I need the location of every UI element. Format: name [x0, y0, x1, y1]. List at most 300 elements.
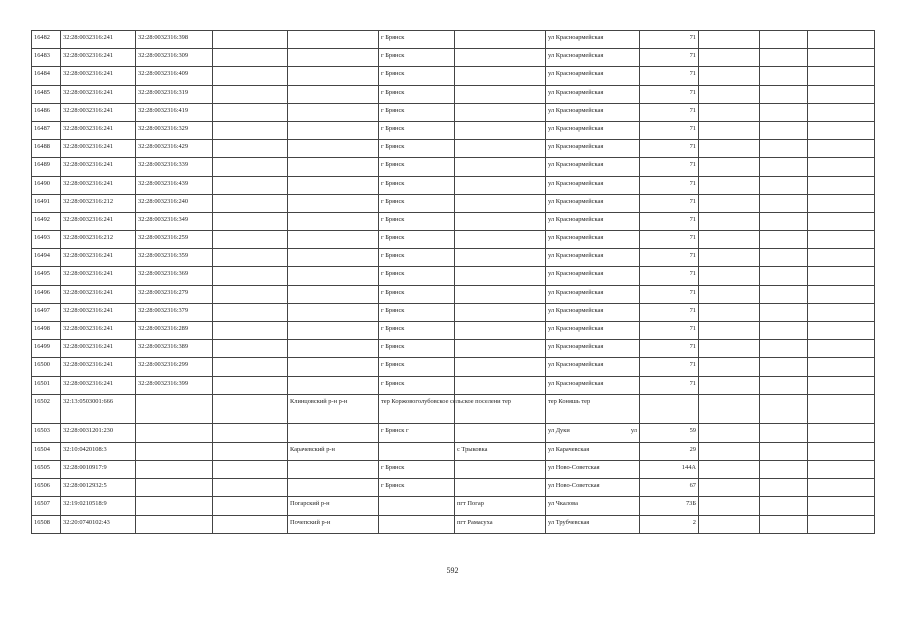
object-cadastral-number: 32:28:0032316:309	[136, 49, 213, 67]
empty-cell	[699, 231, 760, 249]
empty-cell	[699, 497, 760, 515]
empty-cell	[808, 176, 875, 194]
house-number-cell: 71	[640, 322, 699, 340]
empty-cell	[213, 140, 288, 158]
empty-cell	[699, 212, 760, 230]
house-number-cell: 67	[640, 479, 699, 497]
empty-cell	[760, 249, 808, 267]
row-number: 16503	[32, 423, 61, 442]
locality-cell	[455, 358, 546, 376]
district-cell	[288, 285, 379, 303]
empty-cell	[760, 85, 808, 103]
locality-cell	[455, 340, 546, 358]
locality-cell	[455, 49, 546, 67]
empty-cell	[213, 340, 288, 358]
parcel-cadastral-number: 32:28:0032316:241	[61, 67, 136, 85]
empty-cell	[760, 358, 808, 376]
house-number-cell: 71	[640, 231, 699, 249]
empty-cell	[699, 49, 760, 67]
settlement-cell: г Брянск	[379, 140, 455, 158]
empty-cell	[760, 376, 808, 394]
empty-cell	[760, 423, 808, 442]
locality-cell	[455, 194, 546, 212]
street-cell: ул Красноармейская	[546, 121, 640, 139]
object-cadastral-number: 32:28:0032316:319	[136, 85, 213, 103]
table-row	[32, 212, 875, 230]
street-cell: ул Ново-Советская	[546, 460, 640, 478]
empty-cell	[213, 231, 288, 249]
district-cell	[288, 340, 379, 358]
empty-cell	[760, 176, 808, 194]
locality-cell	[455, 460, 546, 478]
table-row	[32, 358, 875, 376]
row-number: 16492	[32, 212, 61, 230]
empty-cell	[808, 158, 875, 176]
empty-cell	[213, 515, 288, 533]
empty-cell	[808, 249, 875, 267]
empty-cell	[760, 322, 808, 340]
object-cadastral-number: 32:28:0032316:379	[136, 303, 213, 321]
object-cadastral-number	[136, 479, 213, 497]
parcel-cadastral-number: 32:13:0503001:666	[61, 394, 136, 423]
object-cadastral-number	[136, 460, 213, 478]
table-row	[32, 85, 875, 103]
district-cell: Погарский р-н	[288, 497, 379, 515]
empty-cell	[213, 442, 288, 460]
empty-cell	[760, 497, 808, 515]
empty-cell	[213, 322, 288, 340]
house-number-cell: 71	[640, 376, 699, 394]
parcel-cadastral-number: 32:28:0032316:241	[61, 49, 136, 67]
empty-cell	[760, 442, 808, 460]
district-cell: Карачевский р-н	[288, 442, 379, 460]
settlement-cell: г Брянск г	[379, 423, 455, 442]
page-number: 592	[446, 566, 459, 575]
row-number: 16499	[32, 340, 61, 358]
object-cadastral-number: 32:28:0032316:429	[136, 140, 213, 158]
empty-cell	[213, 479, 288, 497]
district-cell	[288, 267, 379, 285]
settlement-cell	[379, 515, 455, 533]
empty-cell	[699, 479, 760, 497]
empty-cell	[760, 303, 808, 321]
table-row	[32, 103, 875, 121]
district-cell	[288, 460, 379, 478]
parcel-cadastral-number: 32:28:0032316:241	[61, 358, 136, 376]
table-row	[32, 423, 875, 442]
settlement-cell: г Брянск	[379, 358, 455, 376]
house-number-cell: 71	[640, 121, 699, 139]
house-number-cell: 71	[640, 85, 699, 103]
object-cadastral-number: 32:28:0032316:398	[136, 31, 213, 49]
table-row	[32, 31, 875, 49]
empty-cell	[699, 460, 760, 478]
district-cell	[288, 231, 379, 249]
district-cell	[288, 376, 379, 394]
house-number-cell: 71	[640, 267, 699, 285]
settlement-cell: г Брянск	[379, 322, 455, 340]
object-cadastral-number: 32:28:0032316:369	[136, 267, 213, 285]
empty-cell	[808, 442, 875, 460]
empty-cell	[808, 376, 875, 394]
empty-cell	[808, 460, 875, 478]
row-number: 16507	[32, 497, 61, 515]
object-cadastral-number: 32:28:0032316:359	[136, 249, 213, 267]
locality-cell	[455, 249, 546, 267]
street-cell: ул Красноармейская	[546, 49, 640, 67]
table-row	[32, 231, 875, 249]
locality-cell	[455, 322, 546, 340]
district-cell	[288, 31, 379, 49]
table-row	[32, 267, 875, 285]
row-number: 16498	[32, 322, 61, 340]
object-cadastral-number: 32:28:0032316:259	[136, 231, 213, 249]
settlement-cell: г Брянск	[379, 67, 455, 85]
empty-cell	[808, 322, 875, 340]
house-number-cell: 71	[640, 249, 699, 267]
table-row	[32, 67, 875, 85]
locality-cell	[455, 479, 546, 497]
parcel-cadastral-number: 32:28:0032316:241	[61, 376, 136, 394]
empty-cell	[699, 103, 760, 121]
empty-cell	[213, 85, 288, 103]
register-table	[31, 30, 875, 534]
district-cell	[288, 103, 379, 121]
settlement-cell: г Брянск	[379, 176, 455, 194]
parcel-cadastral-number: 32:28:0032316:241	[61, 85, 136, 103]
object-cadastral-number: 32:28:0032316:339	[136, 158, 213, 176]
street-cell: ул Красноармейская	[546, 340, 640, 358]
empty-cell	[808, 140, 875, 158]
empty-cell	[699, 31, 760, 49]
parcel-cadastral-number: 32:10:0420108:3	[61, 442, 136, 460]
empty-cell	[760, 460, 808, 478]
empty-cell	[760, 479, 808, 497]
district-cell	[288, 140, 379, 158]
empty-cell	[760, 158, 808, 176]
table-row	[32, 121, 875, 139]
parcel-cadastral-number: 32:28:0032316:241	[61, 285, 136, 303]
parcel-cadastral-number: 32:28:0032316:212	[61, 231, 136, 249]
empty-cell	[808, 212, 875, 230]
object-cadastral-number: 32:28:0032316:289	[136, 322, 213, 340]
empty-cell	[808, 267, 875, 285]
row-number: 16502	[32, 394, 61, 423]
house-number-cell: 71	[640, 176, 699, 194]
parcel-cadastral-number: 32:28:0032316:241	[61, 322, 136, 340]
table-row	[32, 442, 875, 460]
street-cell: ул Красноармейская	[546, 103, 640, 121]
parcel-cadastral-number: 32:20:0740102:43	[61, 515, 136, 533]
parcel-cadastral-number: 32:28:0032316:241	[61, 249, 136, 267]
row-number: 16497	[32, 303, 61, 321]
street-cell: ул Красноармейская	[546, 322, 640, 340]
empty-cell	[808, 285, 875, 303]
parcel-cadastral-number: 32:28:0032316:241	[61, 31, 136, 49]
locality-cell	[455, 140, 546, 158]
street-cell: ул Красноармейская	[546, 176, 640, 194]
object-cadastral-number: 32:28:0032316:299	[136, 358, 213, 376]
row-number: 16504	[32, 442, 61, 460]
street-cell: ул Ново-Советская	[546, 479, 640, 497]
house-number-cell: 59	[640, 423, 699, 442]
house-number-cell: 71	[640, 49, 699, 67]
street-cell: ул Карачевская	[546, 442, 640, 460]
settlement-cell: г Брянск	[379, 249, 455, 267]
locality-cell: пгт Рамасуха	[455, 515, 546, 533]
settlement-cell: г Брянск	[379, 285, 455, 303]
empty-cell	[808, 479, 875, 497]
empty-cell	[699, 267, 760, 285]
district-cell	[288, 322, 379, 340]
empty-cell	[760, 231, 808, 249]
locality-cell: с Трыковка	[455, 442, 546, 460]
house-number-cell: 71	[640, 140, 699, 158]
district-cell	[288, 303, 379, 321]
settlement-cell: г Брянск	[379, 121, 455, 139]
table-row	[32, 303, 875, 321]
street-cell	[546, 423, 640, 442]
table-row	[32, 49, 875, 67]
empty-cell	[213, 249, 288, 267]
house-number-cell: 71	[640, 103, 699, 121]
house-number-cell: 71	[640, 358, 699, 376]
empty-cell	[808, 515, 875, 533]
empty-cell	[760, 194, 808, 212]
empty-cell	[213, 67, 288, 85]
parcel-cadastral-number: 32:28:0032316:241	[61, 340, 136, 358]
parcel-cadastral-number: 32:28:0031201:230	[61, 423, 136, 442]
street-cell: ул Красноармейская	[546, 212, 640, 230]
settlement-cell: г Брянск	[379, 212, 455, 230]
settlement-cell: г Брянск	[379, 479, 455, 497]
row-number: 16508	[32, 515, 61, 533]
empty-cell	[213, 158, 288, 176]
empty-cell	[699, 423, 760, 442]
house-number-cell: 71	[640, 340, 699, 358]
table-row	[32, 460, 875, 478]
table-row	[32, 158, 875, 176]
house-number-cell	[640, 394, 699, 423]
empty-cell	[808, 231, 875, 249]
district-cell	[288, 249, 379, 267]
settlement-cell: г Брянск	[379, 49, 455, 67]
empty-cell	[699, 140, 760, 158]
empty-cell	[213, 376, 288, 394]
settlement-cell: тер Коржовоголубовское сельское поселени тер	[379, 394, 455, 423]
object-cadastral-number: 32:28:0032316:389	[136, 340, 213, 358]
street-cell: ул Красноармейская	[546, 285, 640, 303]
empty-cell	[699, 85, 760, 103]
street-cell: ул Красноармейская	[546, 85, 640, 103]
empty-cell	[699, 194, 760, 212]
empty-cell	[699, 322, 760, 340]
empty-cell	[808, 103, 875, 121]
empty-cell	[808, 67, 875, 85]
settlement-cell: г Брянск	[379, 460, 455, 478]
object-cadastral-number	[136, 442, 213, 460]
empty-cell	[760, 140, 808, 158]
table-row	[32, 497, 875, 515]
district-cell	[288, 121, 379, 139]
street-cell: ул Красноармейская	[546, 376, 640, 394]
row-number: 16501	[32, 376, 61, 394]
street-cell: ул Красноармейская	[546, 358, 640, 376]
locality-cell	[455, 176, 546, 194]
parcel-cadastral-number: 32:28:0032316:241	[61, 212, 136, 230]
settlement-cell: г Брянск	[379, 103, 455, 121]
empty-cell	[699, 121, 760, 139]
object-cadastral-number	[136, 394, 213, 423]
empty-cell	[213, 267, 288, 285]
parcel-cadastral-number: 32:28:0032316:241	[61, 103, 136, 121]
street-cell: ул Красноармейская	[546, 31, 640, 49]
row-number: 16494	[32, 249, 61, 267]
parcel-cadastral-number: 32:28:0032316:241	[61, 176, 136, 194]
empty-cell	[808, 423, 875, 442]
empty-cell	[213, 103, 288, 121]
locality-cell	[455, 303, 546, 321]
empty-cell	[760, 212, 808, 230]
settlement-cell: г Брянск	[379, 158, 455, 176]
settlement-cell: г Брянск	[379, 376, 455, 394]
empty-cell	[808, 194, 875, 212]
locality-cell	[455, 31, 546, 49]
row-number: 16496	[32, 285, 61, 303]
empty-cell	[699, 176, 760, 194]
district-cell	[288, 176, 379, 194]
street-cell: ул Красноармейская	[546, 303, 640, 321]
street-cell: ул Красноармейская	[546, 231, 640, 249]
row-number: 16505	[32, 460, 61, 478]
row-number: 16495	[32, 267, 61, 285]
house-number-cell: 71	[640, 31, 699, 49]
object-cadastral-number: 32:28:0032316:329	[136, 121, 213, 139]
empty-cell	[213, 285, 288, 303]
locality-cell	[455, 423, 546, 442]
table-row	[32, 194, 875, 212]
district-cell	[288, 194, 379, 212]
street-type: ул	[630, 426, 637, 434]
object-cadastral-number	[136, 497, 213, 515]
row-number: 16506	[32, 479, 61, 497]
empty-cell	[808, 31, 875, 49]
house-number-cell: 29	[640, 442, 699, 460]
row-number: 16488	[32, 140, 61, 158]
district-cell	[288, 423, 379, 442]
empty-cell	[808, 121, 875, 139]
settlement-cell: г Брянск	[379, 231, 455, 249]
district-cell	[288, 358, 379, 376]
empty-cell	[760, 49, 808, 67]
empty-cell	[808, 358, 875, 376]
empty-cell	[808, 49, 875, 67]
object-cadastral-number: 32:28:0032316:439	[136, 176, 213, 194]
settlement-cell: г Брянск	[379, 85, 455, 103]
empty-cell	[213, 31, 288, 49]
empty-cell	[760, 285, 808, 303]
empty-cell	[760, 121, 808, 139]
settlement-cell	[379, 497, 455, 515]
district-cell	[288, 212, 379, 230]
settlement-cell	[379, 442, 455, 460]
row-number: 16484	[32, 67, 61, 85]
house-number-cell: 71	[640, 212, 699, 230]
empty-cell	[213, 194, 288, 212]
locality-cell	[455, 376, 546, 394]
street-cell: ул Красноармейская	[546, 194, 640, 212]
locality-cell	[455, 231, 546, 249]
object-cadastral-number: 32:28:0032316:279	[136, 285, 213, 303]
street-cell: ул Красноармейская	[546, 67, 640, 85]
object-cadastral-number: 32:28:0032316:240	[136, 194, 213, 212]
district-cell: Почепский р-н	[288, 515, 379, 533]
locality-cell	[455, 212, 546, 230]
empty-cell	[699, 515, 760, 533]
row-number: 16500	[32, 358, 61, 376]
street-cell: тер Коняшь тер	[546, 394, 640, 423]
table-row	[32, 176, 875, 194]
house-number-cell: 73Б	[640, 497, 699, 515]
locality-cell	[455, 285, 546, 303]
parcel-cadastral-number: 32:28:0032316:241	[61, 158, 136, 176]
district-cell	[288, 479, 379, 497]
house-number-cell: 71	[640, 158, 699, 176]
parcel-cadastral-number: 32:28:0032316:212	[61, 194, 136, 212]
table-row	[32, 322, 875, 340]
object-cadastral-number: 32:28:0032316:409	[136, 67, 213, 85]
district-cell	[288, 67, 379, 85]
row-number: 16482	[32, 31, 61, 49]
empty-cell	[213, 212, 288, 230]
empty-cell	[699, 340, 760, 358]
empty-cell	[699, 158, 760, 176]
row-number: 16491	[32, 194, 61, 212]
table-row	[32, 285, 875, 303]
street-name: ул Дуки	[548, 426, 570, 434]
row-number: 16487	[32, 121, 61, 139]
table-row	[32, 515, 875, 533]
empty-cell	[213, 460, 288, 478]
district-cell: Клинцовский р-н р-н	[288, 394, 379, 423]
empty-cell	[808, 497, 875, 515]
table-row	[32, 479, 875, 497]
locality-cell	[455, 67, 546, 85]
row-number: 16490	[32, 176, 61, 194]
locality-cell	[455, 158, 546, 176]
table-row	[32, 340, 875, 358]
parcel-cadastral-number: 32:28:0032316:241	[61, 121, 136, 139]
empty-cell	[699, 358, 760, 376]
street-cell: ул Трубчевская	[546, 515, 640, 533]
empty-cell	[699, 67, 760, 85]
empty-cell	[213, 394, 288, 423]
parcel-cadastral-number: 32:28:0032316:241	[61, 267, 136, 285]
house-number-cell: 2	[640, 515, 699, 533]
locality-cell	[455, 85, 546, 103]
street-cell: ул Чкалова	[546, 497, 640, 515]
parcel-cadastral-number: 32:28:0012932:5	[61, 479, 136, 497]
empty-cell	[213, 358, 288, 376]
settlement-cell: г Брянск	[379, 340, 455, 358]
empty-cell	[760, 67, 808, 85]
empty-cell	[213, 497, 288, 515]
empty-cell	[760, 515, 808, 533]
empty-cell	[699, 442, 760, 460]
locality-cell	[455, 267, 546, 285]
empty-cell	[808, 340, 875, 358]
empty-cell	[213, 121, 288, 139]
